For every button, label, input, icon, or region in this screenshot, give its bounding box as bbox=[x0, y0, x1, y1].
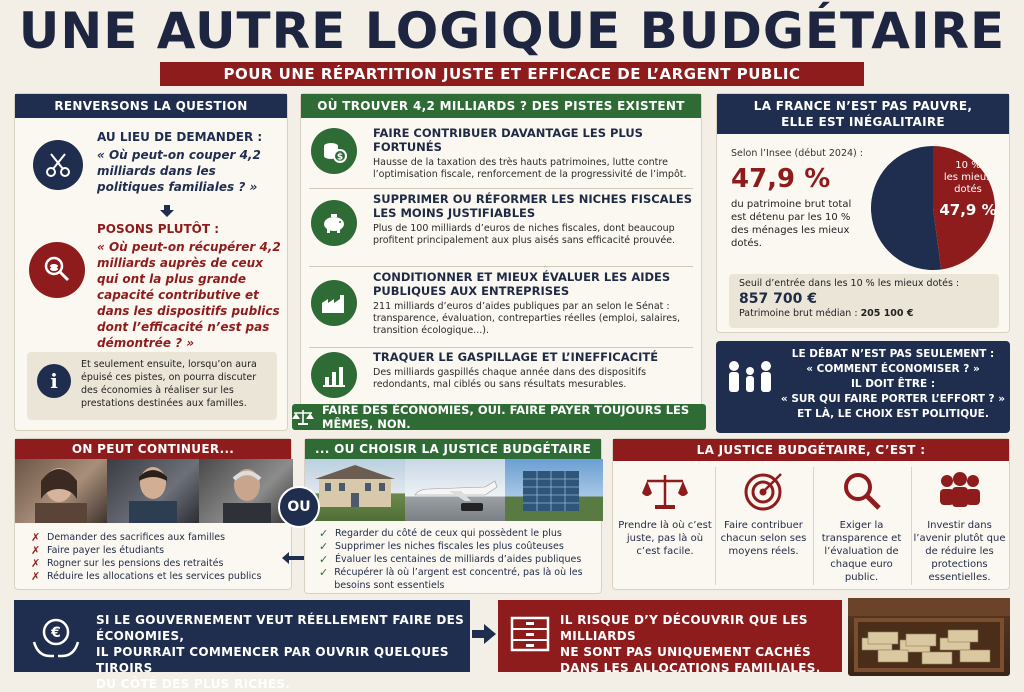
list-item: ✗ Faire payer les étudiants bbox=[31, 544, 165, 557]
private-jet-photo bbox=[405, 459, 505, 521]
france-panel bbox=[716, 93, 1010, 333]
debat-line1: LE DÉBAT N’EST PAS SEULEMENT : bbox=[791, 348, 995, 360]
justice-item-text: Exiger la transparence et l’évaluation de chaque euro public. bbox=[821, 520, 902, 583]
list-item: ✓ Regarder du côté de ceux qui possèdent le plus bbox=[319, 527, 562, 540]
piste-title: FAIRE CONTRIBUER DAVANTAGE LES PLUS FORTUNÉS bbox=[373, 126, 643, 154]
list-item: ✗ Réduire les allocations et les services publics bbox=[31, 570, 262, 583]
magnifier-icon bbox=[841, 471, 883, 511]
france-header bbox=[717, 94, 1009, 134]
cross-icon: ✗ bbox=[31, 531, 41, 544]
continuer-header: ON PEUT CONTINUER... bbox=[15, 439, 291, 459]
pie-label-top: 10 % bbox=[955, 160, 981, 171]
choisir-panel bbox=[304, 438, 602, 594]
au-lieu-title: AU LIEU DE DEMANDER : bbox=[97, 130, 263, 144]
au-lieu-quote: « Où peut-on couper 4,2 milliards dans les politiques familiales ? » bbox=[97, 148, 261, 194]
factory-icon bbox=[311, 280, 357, 326]
renversons-header: RENVERSONS LA QUESTION bbox=[15, 94, 287, 118]
piste-item bbox=[301, 350, 701, 404]
debat-line3: IL DOIT ÊTRE : bbox=[850, 378, 936, 390]
choisir-header: ... OU CHOISIR LA JUSTICE BUDGÉTAIRE bbox=[305, 439, 601, 459]
seuil-label: Seuil d’entrée dans les 10 % les mieux dotés : bbox=[739, 278, 960, 289]
check-icon: ✓ bbox=[319, 553, 329, 566]
bottom-right-banner bbox=[498, 600, 842, 675]
list-item: ✓ Évaluer les centaines de milliards d’aides publiques bbox=[319, 553, 582, 566]
bottom-left-text bbox=[96, 612, 466, 692]
drawer-icon bbox=[510, 614, 550, 654]
target-icon bbox=[743, 471, 785, 511]
justice-item bbox=[911, 467, 1007, 585]
cross-icon: ✗ bbox=[31, 570, 41, 583]
piste-item bbox=[301, 192, 701, 264]
piste-text: Hausse de la taxation des très hauts patrimoines, lutte contre l’optimisation fiscale, renforcement de la progressivité de l’impôt. bbox=[373, 157, 687, 180]
scales-icon bbox=[642, 471, 688, 511]
patrimoine-desc: du patrimoine brut total est détenu par les 10 % des ménages les mieux dotés. bbox=[731, 199, 852, 249]
svg-text:€: € bbox=[51, 625, 61, 641]
piste-text: Des milliards gaspillés chaque année dans des dispositifs redondants, mal ciblés ou sans résultats mesurables. bbox=[373, 367, 647, 390]
piste-title: SUPPRIMER OU RÉFORMER LES NICHES FISCALES LES MOINS JUSTIFIABLES bbox=[373, 192, 693, 220]
median-value: 205 100 € bbox=[860, 308, 914, 319]
search-coins-icon bbox=[29, 242, 85, 298]
big-percent: 47,9 % bbox=[731, 164, 831, 194]
bottom-left-line3: DU CÔTÉ DES PLUS RICHES. bbox=[96, 677, 291, 691]
piste-text: 211 milliards d’euros d’aides publiques par an selon le Sénat : transparence, évaluation, contreparties réelles (emploi, salaires, transition écologique...). bbox=[373, 301, 681, 336]
justice-header: LA JUSTICE BUDGÉTAIRE, C’EST : bbox=[613, 439, 1009, 461]
family-icon bbox=[726, 359, 774, 395]
economies-banner-text: FAIRE DES ÉCONOMIES, OUI. FAIRE PAYER TOUJOURS LES MÊMES, NON. bbox=[322, 403, 690, 431]
arrow-down-icon bbox=[160, 205, 174, 217]
continuer-list bbox=[31, 531, 281, 583]
bottom-right-line1: IL RISQUE D’Y DÉCOUVRIR QUE LES MILLIARDS bbox=[560, 613, 808, 643]
economies-banner bbox=[292, 404, 706, 430]
renversons-panel bbox=[14, 93, 288, 431]
arrow-right-icon bbox=[472, 624, 496, 644]
debat-text bbox=[780, 347, 1006, 422]
debat-line5: ET LÀ, LE CHOIX EST POLITIQUE. bbox=[797, 408, 989, 420]
france-header-line2: ELLE EST INÉGALITAIRE bbox=[781, 115, 945, 129]
piste-item bbox=[301, 124, 701, 186]
coins-icon bbox=[311, 128, 357, 174]
justice-item bbox=[813, 467, 909, 585]
posons-quote: « Où peut-on récupérer 4,2 milliards auprès de ceux qui ont la plus grande capacité contributive et dans les dispositifs publics dont l’efficacité n’est pas démontrée ? » bbox=[97, 240, 281, 350]
france-header-line1: LA FRANCE N’EST PAS PAUVRE, bbox=[753, 99, 973, 113]
pie-label-pct: 47,9 % bbox=[939, 201, 997, 219]
pistes-header: OÙ TROUVER 4,2 MILLIARDS ? DES PISTES EXISTENT bbox=[301, 94, 701, 118]
piste-title: CONDITIONNER ET MIEUX ÉVALUER LES AIDES PUBLIQUES AUX ENTREPRISES bbox=[373, 270, 671, 298]
bottom-left-line1: SI LE GOUVERNEMENT VEUT RÉELLEMENT FAIRE DES ÉCONOMIES, bbox=[96, 613, 465, 643]
choisir-list bbox=[319, 527, 595, 592]
pie-label bbox=[933, 160, 1003, 219]
bottom-right-line3: DANS LES ALLOCATIONS FAMILIALES. bbox=[560, 661, 821, 675]
check-icon: ✓ bbox=[319, 566, 329, 579]
list-item: ✗ Rogner sur les pensions des retraités bbox=[31, 557, 224, 570]
seuil-box bbox=[729, 274, 999, 328]
pie-label-mid: les mieux dotés bbox=[943, 172, 993, 195]
svg-text:$: $ bbox=[336, 152, 344, 163]
mansion-photo bbox=[305, 459, 405, 521]
piste-item bbox=[301, 270, 701, 348]
insee-label: Selon l’Insee (début 2024) : bbox=[731, 148, 863, 159]
pistes-panel bbox=[300, 93, 702, 423]
check-icon: ✓ bbox=[319, 540, 329, 553]
scissors-icon bbox=[33, 140, 83, 190]
list-item: ✗ Demander des sacrifices aux familles bbox=[31, 531, 226, 544]
info-icon: i bbox=[37, 364, 71, 398]
debat-line2: « COMMENT ÉCONOMISER ? » bbox=[806, 363, 980, 375]
office-tower-photo bbox=[505, 459, 603, 521]
debat-line4: « SUR QUI FAIRE PORTER L’EFFORT ? » bbox=[780, 393, 1006, 405]
piste-text: Plus de 100 milliards d’euros de niches fiscales, dont beaucoup profitent principalement aux plus aisés sans efficacité prouvée. bbox=[373, 223, 676, 246]
euro-hands-icon bbox=[32, 612, 80, 660]
bottom-left-line2: IL POURRAIT COMMENCER PAR OUVRIR QUELQUES TIROIRS bbox=[96, 645, 449, 675]
bar-chart-icon bbox=[311, 352, 357, 398]
info-box bbox=[27, 352, 277, 420]
worried-woman-photo bbox=[15, 459, 107, 523]
justice-item bbox=[715, 467, 811, 585]
seuil-value: 857 700 € bbox=[739, 291, 817, 307]
scales-icon bbox=[292, 409, 314, 425]
justice-panel bbox=[612, 438, 1010, 590]
list-item: ✓ Récupérer là où l’argent est concentré, pas là où les besoins sont essentiels bbox=[319, 566, 583, 591]
page-subtitle: POUR UNE RÉPARTITION JUSTE ET EFFICACE DE L’ARGENT PUBLIC bbox=[160, 62, 864, 86]
money-drawer-image bbox=[848, 598, 1010, 676]
bottom-left-banner bbox=[14, 600, 470, 691]
debat-panel bbox=[716, 341, 1010, 433]
people-icon bbox=[937, 471, 983, 511]
piste-title: TRAQUER LE GASPILLAGE ET L’INEFFICACITÉ bbox=[373, 350, 659, 364]
cross-icon: ✗ bbox=[31, 557, 41, 570]
cross-icon: ✗ bbox=[31, 544, 41, 557]
continuer-panel bbox=[14, 438, 292, 590]
median-label: Patrimoine brut médian : bbox=[739, 308, 858, 319]
justice-item bbox=[617, 467, 713, 585]
justice-item-text: Investir dans l’avenir plutôt que de réduire les protections essentielles. bbox=[913, 520, 1006, 583]
bottom-right-text bbox=[560, 612, 840, 676]
posons-title: POSONS PLUTÔT : bbox=[97, 222, 220, 236]
student-photo bbox=[107, 459, 199, 523]
page-title: UNE AUTRE LOGIQUE BUDGÉTAIRE bbox=[18, 2, 1006, 60]
list-item: ✓ Supprimer les niches fiscales les plus coûteuses bbox=[319, 540, 564, 553]
piggy-bank-icon bbox=[311, 200, 357, 246]
justice-item-text: Prendre là où c’est juste, pas là où c’est facile. bbox=[618, 520, 712, 557]
bottom-right-line2: NE SONT PAS UNIQUEMENT CACHÉS bbox=[560, 645, 811, 659]
pie-slice-rest bbox=[871, 146, 941, 270]
ou-badge: OU bbox=[278, 486, 320, 528]
justice-item-text: Faire contribuer chacun selon ses moyens réels. bbox=[720, 520, 807, 557]
check-icon: ✓ bbox=[319, 527, 329, 540]
info-text: Et seulement ensuite, lorsqu’on aura épuisé ces pistes, on pourra discuter des économies à réaliser sur les prestations destinées aux familles. bbox=[81, 359, 257, 409]
